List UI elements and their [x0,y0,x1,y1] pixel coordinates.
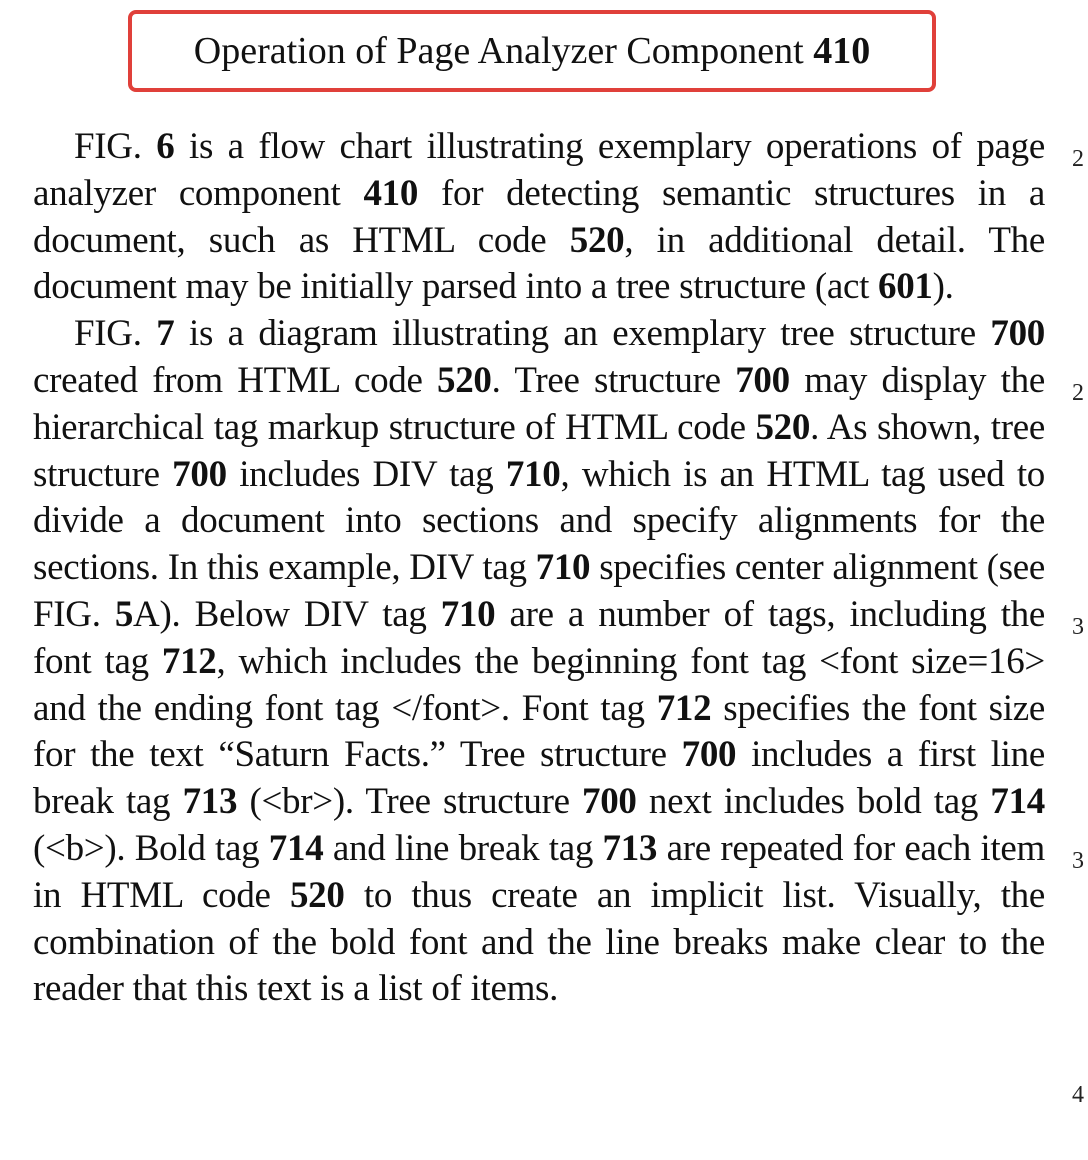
reference-numeral: 710 [535,547,591,589]
reference-numeral: 5 [114,593,134,635]
paragraph [33,311,1045,1013]
reference-numeral: 520 [569,219,625,261]
reference-numeral: 710 [440,593,496,635]
reference-numeral: 700 [990,313,1045,355]
text-run: is a flow chart illustrating exemplary operations of page analyzer component [33,126,1046,214]
text-run: created from HTML code [33,359,438,401]
text-run: and line break tag [323,827,603,869]
body-text [33,124,1045,1013]
reference-numeral: 601 [878,266,933,308]
text-run: FIG. [74,126,157,167]
line-number: 4 [1072,1082,1084,1108]
section-heading-box [128,10,936,92]
text-run: specifies center alignment (see FIG. [33,547,1045,635]
section-heading-text: Operation of Page Analyzer Component [193,30,814,72]
reference-numeral: 710 [505,453,561,495]
reference-numeral: 6 [156,126,175,167]
text-run: includes a first line break tag [33,734,1045,823]
text-run: to thus create an implicit list. Visually, the combination of the bold font and the line breaks make clear to the reader that this text is a list of items. [33,874,1045,1010]
text-run: (<br>). Tree structure [237,781,583,823]
reference-numeral: 712 [161,640,217,682]
reference-numeral: 713 [602,827,658,869]
text-run: (<b>). Bold tag [33,827,269,869]
reference-numeral: 520 [437,359,492,401]
text-run: may display the hierarchical tag markup structure of HTML code [33,359,1045,448]
reference-numeral: 700 [681,734,737,776]
reference-numeral: 712 [656,687,712,729]
reference-numeral: 713 [182,781,238,823]
text-run: , which includes the beginning font tag <font size=16> and the ending font tag </font>. Font tag [33,640,1045,729]
text-run: . Tree structure [491,359,736,401]
reference-numeral: 714 [268,827,324,869]
reference-numeral: 714 [990,781,1045,823]
reference-numeral: 410 [363,172,419,214]
reference-numeral: 520 [755,406,811,448]
paragraph [33,124,1045,311]
text-run: specifies the font size for the text “Saturn Facts.” Tree structure [33,687,1045,776]
text-run: . As shown, tree structure [33,406,1046,495]
reference-numeral: 700 [735,359,790,401]
reference-numeral: 700 [172,453,227,495]
reference-numeral: 520 [289,874,345,916]
reference-numeral: 7 [156,313,175,355]
text-run: are repeated for each item in HTML code [33,827,1045,916]
text-run: FIG. [74,313,157,355]
text-run: next includes bold tag [636,781,991,823]
text-run: , which is an HTML tag used to divide a document into sections and specify alignments for the sections. In this example, DIV tag [33,453,1046,589]
line-number: 3 [1072,614,1084,640]
text-run: for detecting semantic structures in a document, such as HTML code [33,172,1046,261]
section-heading [194,32,870,70]
text-run: includes DIV tag [226,453,506,495]
line-number: 3 [1072,848,1084,874]
section-heading-ref: 410 [813,30,871,72]
text-run: ). [932,266,954,308]
text-run: , in additional detail. The document may be initially parsed into a tree structure (act [33,219,1045,308]
reference-numeral: 700 [582,781,637,823]
line-number: 2 [1072,146,1084,172]
text-run: is a diagram illustrating an exemplary tree structure [174,313,991,355]
line-number: 2 [1072,380,1084,406]
text-run: are a number of tags, including the font tag [33,593,1046,682]
text-run: A). Below DIV tag [133,593,441,635]
